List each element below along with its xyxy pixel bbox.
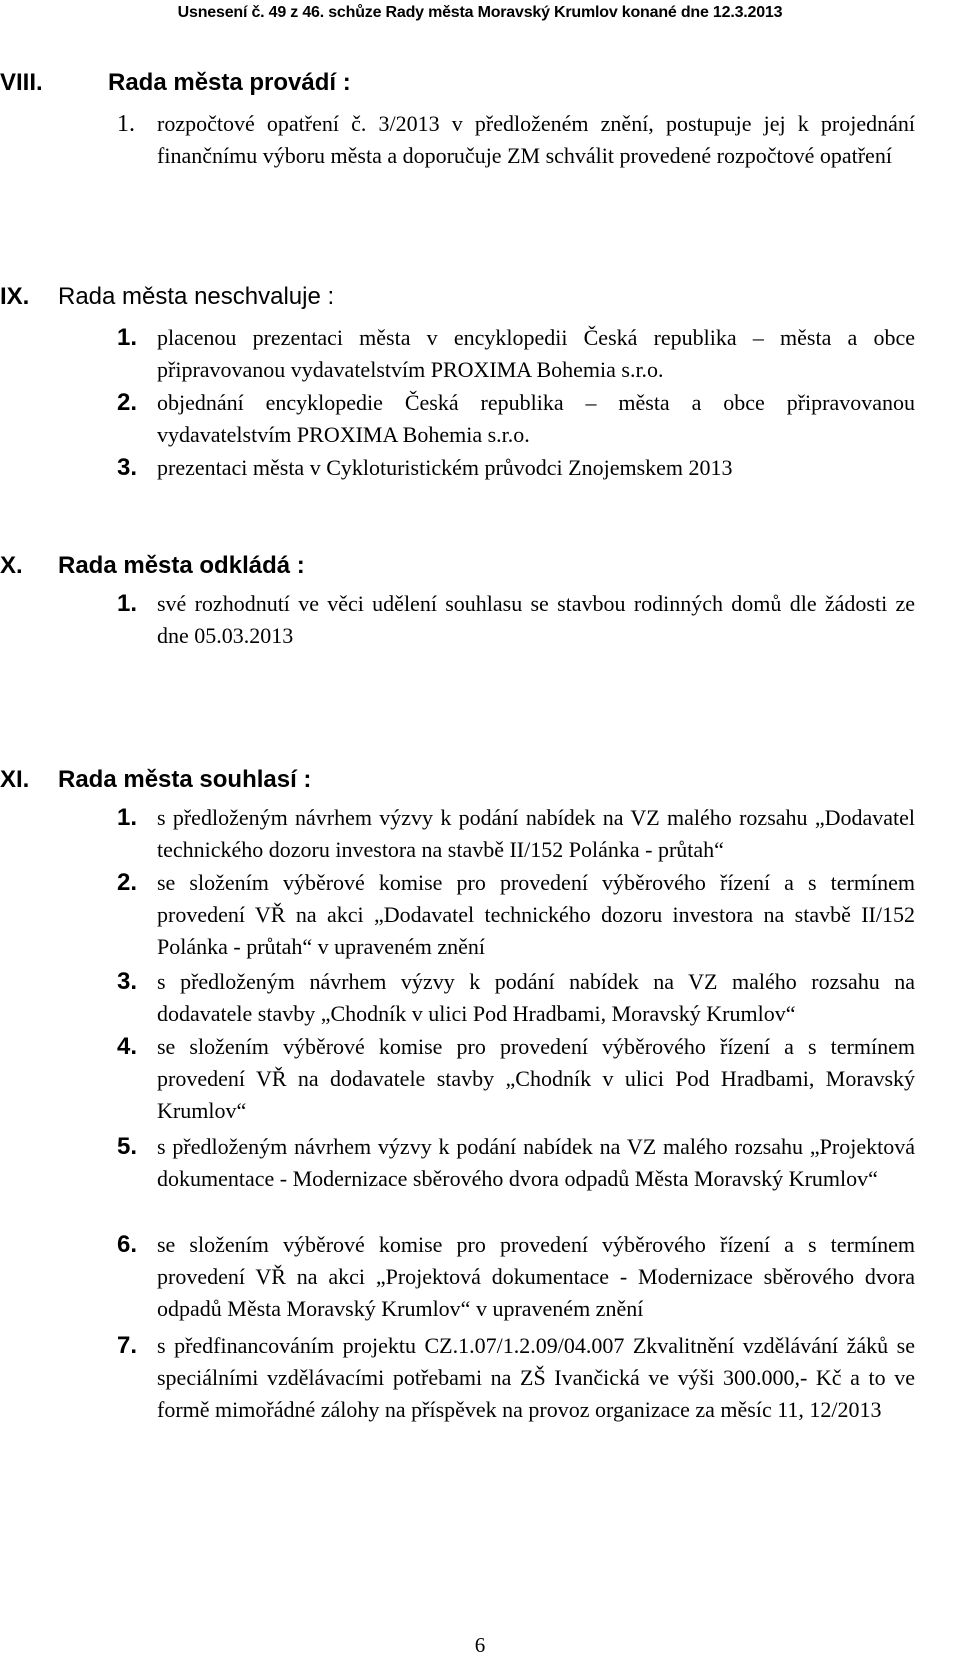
item-number: 2. (117, 869, 138, 896)
section-heading (0, 551, 305, 581)
item-number: 7. (117, 1332, 138, 1359)
item-text: se složením výběrové komise pro provedení výběrového řízení a s termínem provedení VŘ na dodavatele stavby „Chodník v ulici Pod Hradbami, Moravský Krumlov“ (157, 1034, 915, 1123)
section-title: Rada města odkládá : (58, 552, 305, 579)
section-title: Rada města provádí : (108, 69, 351, 96)
section-number: XI. (0, 766, 30, 793)
item-number: 6. (117, 1231, 138, 1258)
item-text: své rozhodnutí ve věci udělení souhlasu se stavbou rodinných domů dle žádosti ze dne 05.03.2013 (157, 591, 915, 648)
section-number: IX. (0, 283, 30, 310)
section-number: X. (0, 552, 23, 579)
item-number: 2. (117, 389, 138, 416)
item-number: 5. (117, 1133, 138, 1160)
section-number: VIII. (0, 69, 43, 96)
section-title: Rada města souhlasí : (58, 766, 312, 793)
item-text: placenou prezentaci města v encyklopedii Česká republika – města a obce připravovanou vydavatelstvím PROXIMA Bohemia s.r.o. (157, 325, 915, 382)
item-text: s předloženým návrhem výzvy k podání nabídek na VZ malého rozsahu „Projektová dokumentace - Modernizace sběrového dvora odpadů Města Moravský Krumlov“ (157, 1134, 915, 1191)
section-heading (0, 68, 351, 98)
item-text: s předfinancováním projektu CZ.1.07/1.2.09/04.007 Zkvalitnění vzdělávání žáků se speciálními vzdělávacími potřebami na ZŠ Ivančická ve výši 300.000,- Kč a to ve formě mimořádné zálohy na příspěvek na provoz organizace za měsíc 11, 12/2013 (157, 1333, 915, 1422)
item-number: 1. (117, 804, 138, 831)
item-text: se složením výběrové komise pro provedení výběrového řízení a s termínem provedení VŘ na akci „Dodavatel technického dozoru investora na stavbě II/152 Polánka - průtah“ v upraveném znění (157, 870, 915, 959)
section-heading (0, 765, 311, 795)
page-header: Usnesení č. 49 z 46. schůze Rady města Moravský Krumlov konané dne 12.3.2013 (177, 4, 783, 21)
item-text: s předloženým návrhem výzvy k podání nabídek na VZ malého rozsahu „Dodavatel technického dozoru investora na stavbě II/152 Polánka - průtah“ (157, 805, 915, 862)
item-text: s předloženým návrhem výzvy k podání nabídek na VZ malého rozsahu na dodavatele stavby „Chodník v ulici Pod Hradbami, Moravský Krumlov“ (157, 969, 915, 1026)
item-number: 1. (117, 324, 138, 351)
item-text: se složením výběrové komise pro provedení výběrového řízení a s termínem provedení VŘ na akci „Projektová dokumentace - Modernizace sběrového dvora odpadů Města Moravský Krumlov“ v upraveném znění (157, 1232, 915, 1321)
item-number: 3. (117, 968, 138, 995)
page-number: 6 (474, 1633, 486, 1657)
item-number: 1. (117, 590, 138, 617)
item-text: prezentaci města v Cykloturistickém průvodci Znojemskem 2013 (157, 455, 733, 480)
item-number: 3. (117, 454, 138, 481)
item-number: 1. (117, 111, 135, 137)
item-number: 4. (117, 1033, 138, 1060)
section-title: Rada města neschvaluje : (58, 283, 335, 310)
item-text: rozpočtové opatření č. 3/2013 v předloženém znění, postupuje jej k projednání finančnímu výboru města a doporučuje ZM schválit provedené rozpočtové opatření (157, 111, 915, 168)
item-text: objednání encyklopedie Česká republika – města a obce připravovanou vydavatelstvím PROXIMA Bohemia s.r.o. (157, 390, 915, 447)
section-heading (0, 282, 334, 312)
